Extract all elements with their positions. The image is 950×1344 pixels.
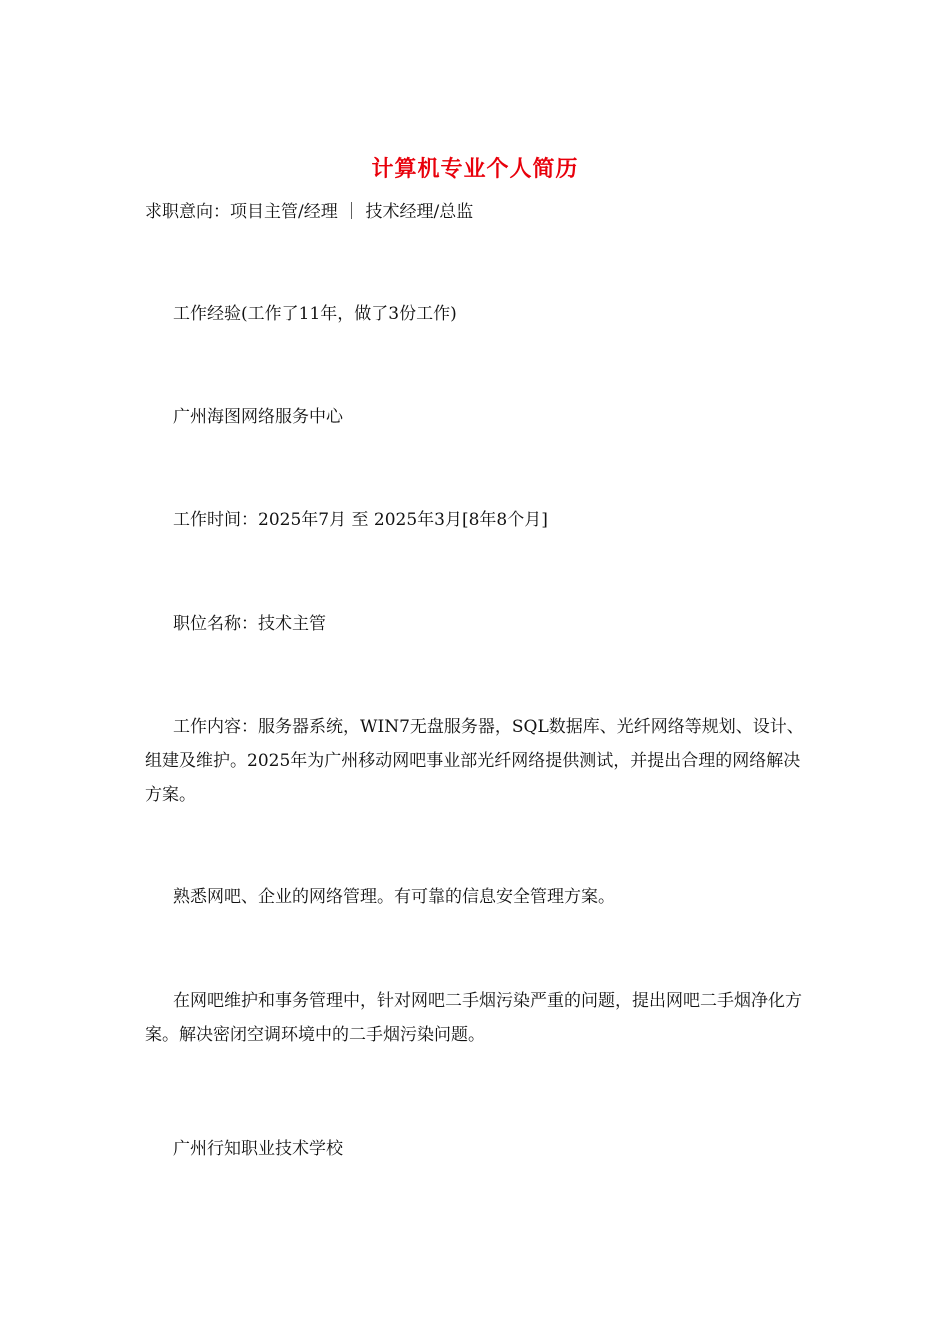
company-name: 广州海图网络服务中心	[173, 407, 343, 427]
work-period: 工作时间：2025年7月 至 2025年3月[8年8个月]	[173, 510, 548, 530]
job-title: 职位名称：技术主管	[173, 614, 326, 634]
work-experience-heading: 工作经验(工作了11年，做了3份工作)	[173, 304, 457, 324]
school-name: 广州行知职业技术学校	[173, 1139, 343, 1159]
job-intention: 求职意向：项目主管/经理 ｜ 技术经理/总监	[145, 202, 474, 222]
document-title: 计算机专业个人简历	[371, 156, 579, 182]
network-management-paragraph: 熟悉网吧、企业的网络管理。有可靠的信息安全管理方案。	[173, 887, 615, 907]
smoke-solution-paragraph: 在网吧维护和事务管理中，针对网吧二手烟污染严重的问题，提出网吧二手烟净化方案。解决密闭空调环境中的二手烟污染问题。	[145, 991, 802, 1045]
job-description: 工作内容：服务器系统，WIN7无盘服务器，SQL数据库、光纤网络等规划、设计、组建及维护。2025年为广州移动网吧事业部光纤网络提供测试，并提出合理的网络解决方案。	[145, 717, 804, 805]
